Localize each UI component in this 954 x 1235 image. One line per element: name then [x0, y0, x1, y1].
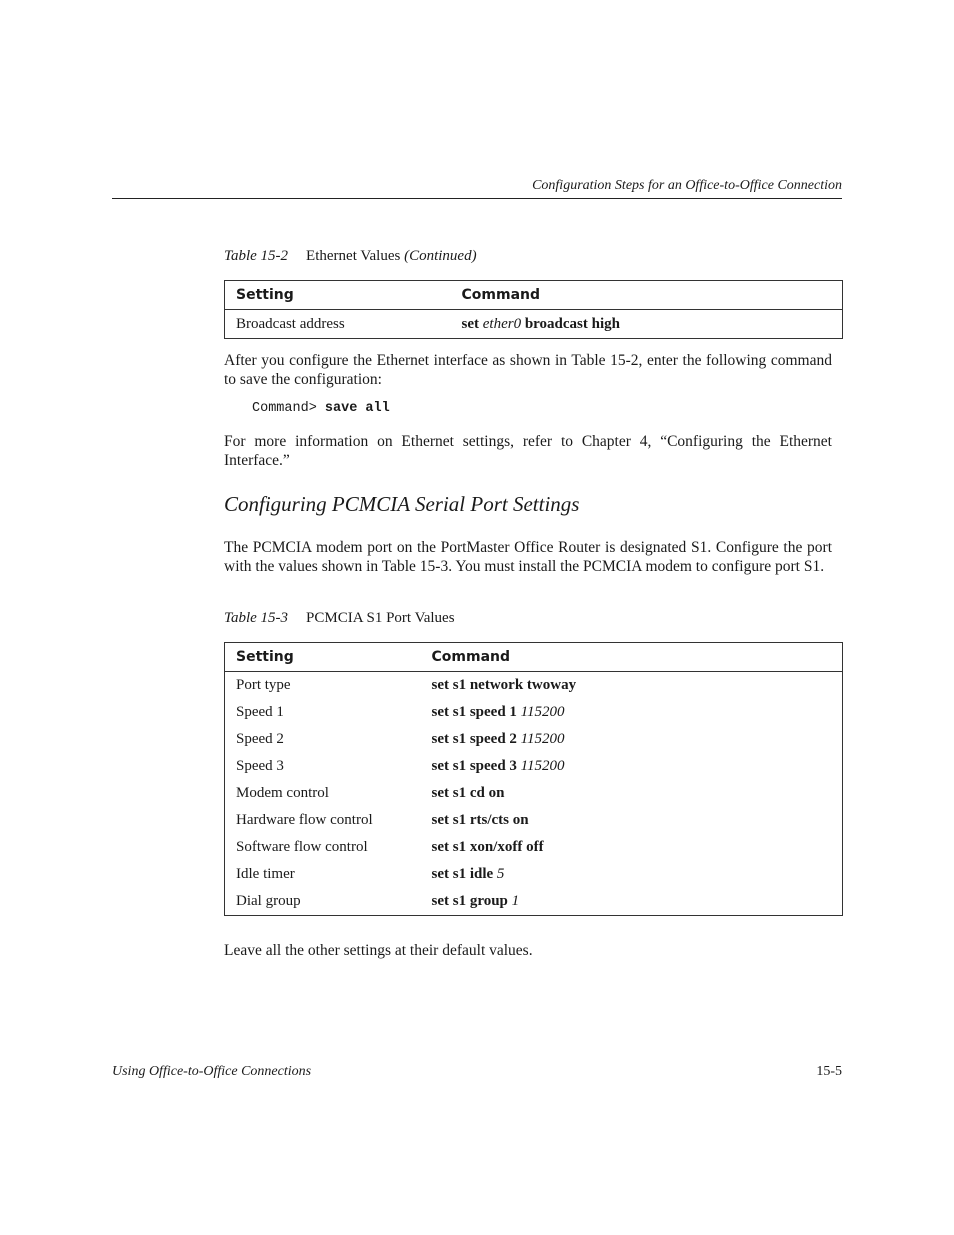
command-keyword: set s1 xon/xoff off — [431, 839, 544, 855]
command-keyword: set s1 speed 1 — [431, 704, 517, 720]
running-head: Configuration Steps for an Office-to-Office Connection — [532, 178, 842, 193]
column-header-setting: Setting — [225, 643, 421, 672]
page-number: 15-5 — [816, 1064, 842, 1079]
section-heading: Configuring PCMCIA Serial Port Settings — [224, 492, 580, 516]
command-cell — [421, 888, 843, 916]
setting-cell: Broadcast address — [236, 315, 345, 332]
table-row — [225, 888, 843, 916]
command-value: 5 — [496, 866, 505, 882]
column-header-setting: Setting — [225, 281, 451, 310]
command-value: 1 — [511, 893, 520, 909]
command-cell — [421, 699, 843, 726]
column-header-command: Command — [451, 281, 843, 310]
table-title-note: (Continued) — [404, 248, 477, 264]
command-keyword: set s1 speed 2 — [431, 731, 517, 747]
command-keyword: set s1 speed 3 — [431, 758, 517, 774]
setting-cell: Speed 2 — [236, 731, 284, 747]
command-part: broadcast high — [521, 315, 620, 332]
command-value: 115200 — [520, 731, 565, 747]
table-row — [225, 861, 843, 888]
command-part: ether0 — [482, 315, 522, 332]
setting-cell: Speed 1 — [236, 704, 284, 720]
table-row — [225, 807, 843, 834]
setting-cell: Hardware flow control — [236, 812, 373, 828]
paragraph-save-intro: After you configure the Ethernet interface as shown in Table 15-2, enter the following command to save the configuration: — [224, 352, 832, 388]
command-keyword: set s1 rts/cts on — [431, 812, 529, 828]
setting-cell: Software flow control — [236, 839, 368, 855]
paragraph-more-info: For more information on Ethernet settings, refer to Chapter 4, “Configuring the Ethernet Interface.” — [224, 433, 832, 469]
command-cell — [421, 753, 843, 780]
setting-cell: Idle timer — [236, 866, 295, 882]
ethernet-values-table — [224, 280, 843, 339]
command-keyword: set s1 network twoway — [431, 677, 577, 693]
table-row — [225, 780, 843, 807]
pcmcia-port-values-table — [224, 642, 843, 916]
command-cell — [421, 834, 843, 861]
setting-cell: Modem control — [236, 785, 329, 801]
command-keyword: set s1 idle — [431, 866, 494, 882]
command-keyword: set s1 cd on — [431, 785, 505, 801]
paragraph-pcmcia-intro: The PCMCIA modem port on the PortMaster Office Router is designated S1. Configure the port with the values shown in Table 15-3. You must install the PCMCIA modem to configure port S1. — [224, 539, 832, 575]
command-value: 115200 — [520, 758, 565, 774]
command-cell — [421, 672, 843, 700]
table-15-3-caption — [224, 610, 455, 627]
command-prompt: Command> — [252, 401, 317, 416]
setting-cell: Dial group — [236, 893, 301, 909]
table-number: Table 15-2 — [224, 248, 289, 264]
table-header-row — [225, 643, 843, 672]
command-text: save all — [324, 401, 390, 416]
table-number: Table 15-3 — [224, 610, 289, 626]
table-row — [225, 834, 843, 861]
table-row — [225, 753, 843, 780]
command-value: 115200 — [520, 704, 565, 720]
table-title: Ethernet Values — [306, 248, 401, 264]
table-row — [225, 726, 843, 753]
setting-cell: Port type — [236, 677, 291, 693]
command-cell — [421, 780, 843, 807]
table-row — [225, 699, 843, 726]
table-title: PCMCIA S1 Port Values — [306, 610, 455, 626]
command-cell — [421, 726, 843, 753]
table-15-2-caption — [224, 248, 477, 265]
footer-chapter-title: Using Office-to-Office Connections — [112, 1064, 312, 1079]
column-header-command: Command — [421, 643, 843, 672]
table-row — [225, 310, 843, 339]
table-row — [225, 672, 843, 700]
table-header-row — [225, 281, 843, 310]
code-example — [252, 401, 390, 416]
command-cell — [421, 807, 843, 834]
command-keyword: set s1 group — [431, 893, 508, 909]
paragraph-default-values: Leave all the other settings at their default values. — [224, 942, 533, 959]
command-cell — [421, 861, 843, 888]
header-rule — [112, 198, 842, 199]
command-cell — [451, 310, 843, 339]
command-part: set — [461, 315, 483, 332]
setting-cell: Speed 3 — [236, 758, 284, 774]
